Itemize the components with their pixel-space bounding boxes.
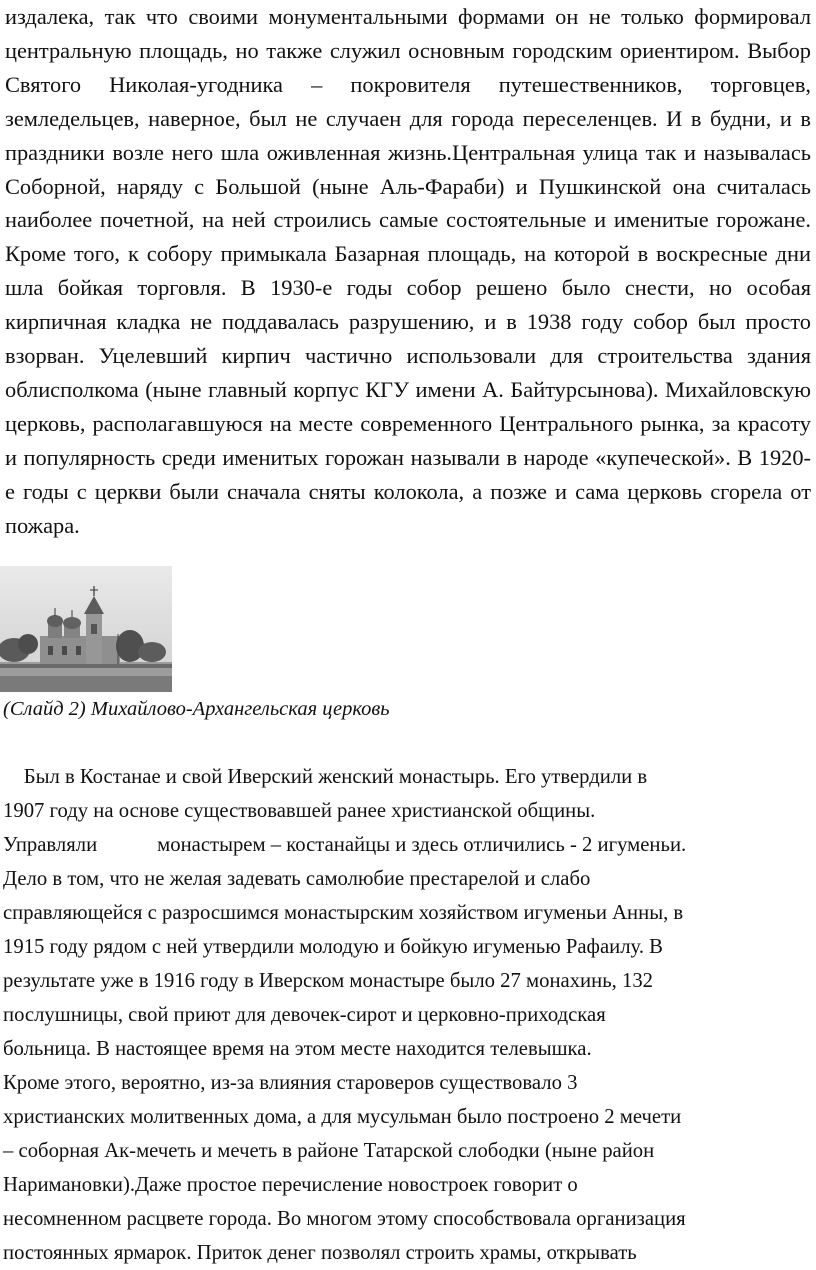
text-line: Дело в том, что не желая задевать самолюбие престарелой и слабо <box>3 868 591 890</box>
text-fragment: Управляли <box>3 834 98 856</box>
text-line: результате уже в 1916 году в Иверском монастыре было 27 монахинь, 132 <box>3 970 654 992</box>
text-line: послушницы, свой приют для девочек-сирот и церковно-приходская <box>3 1004 606 1026</box>
body-paragraph-1: издалека, так что своими монументальными формами он не только формировал центральную площадь, но также служил основным городским ориентиром. Выбор Святого Николая-угодника – покровителя путешественников, торговцев, земледельцев, наверное, был не случаен для города переселенцев. И в будни, и в праздники возле него шла оживленная жизнь.Центральная улица так и называлась Соборной, наряду с Большой (ныне Аль-Фараби) и Пушкинской она считалась наиболее почетной, на ней строились самые состоятельные и именитые горожане. Кроме того, к собору примыкала Базарная площадь, на которой в воскресные дни шла бойкая торговля. В 1930-е годы собор решено было снести, но особая кирпичная кладка не поддавалась разрушению, и в 1938 году собор был просто взорван. Уцелевший кирпич частично использовали для строительства здания облисполкома (ныне главный корпус КГУ имени А. Байтурсынова). Михайловскую церковь, располагавшуюся на месте современного Центрального рынка, за красоту и популярность среди именитых горожан называли в народе «купеческой». В 1920-е годы с церкви были сначала сняты колокола, а позже и сама церковь сгорела от пожара. <box>5 4 811 538</box>
text-line: Наримановки).Даже простое перечисление новостроек говорит о <box>3 1174 578 1196</box>
text-line: христианских молитвенных дома, а для мусульман было построено 2 мечети <box>3 1106 682 1128</box>
text-line: Кроме этого, вероятно, из-за влияния староверов существовало 3 <box>3 1072 578 1094</box>
text-line: несомненном расцвете города. Во многом этому способствовала организация <box>3 1208 686 1230</box>
body-paragraph-2 <box>3 760 811 1270</box>
text-fragment: монастырем – костанайцы и здесь отличились - 2 игуменьи. <box>157 834 687 856</box>
church-photo <box>0 566 172 692</box>
text-line: 1915 году рядом с ней утвердили молодую и бойкую игуменью Рафаилу. В <box>3 936 663 958</box>
text-line <box>3 828 811 862</box>
text-line: больница. В настоящее время на этом месте находится телевышка. <box>3 1038 592 1060</box>
text-line: справляющейся с разросшимся монастырским хозяйством игуменьи Анны, в <box>3 902 684 924</box>
church-photo-image <box>0 566 172 692</box>
text-line: постоянных ярмарок. Приток денег позволял строить храмы, открывать <box>3 1242 637 1264</box>
text-line: Был в Костанае и свой Иверский женский монастырь. Его утвердили в <box>3 766 648 788</box>
text-line: 1907 году на основе существовавшей ранее христианской общины. <box>3 800 596 822</box>
text-line: – соборная Ак-мечеть и мечеть в районе Татарской слободки (ныне район <box>3 1140 655 1162</box>
photo-caption: (Слайд 2) Михайлово-Архангельская церковь <box>3 698 390 720</box>
